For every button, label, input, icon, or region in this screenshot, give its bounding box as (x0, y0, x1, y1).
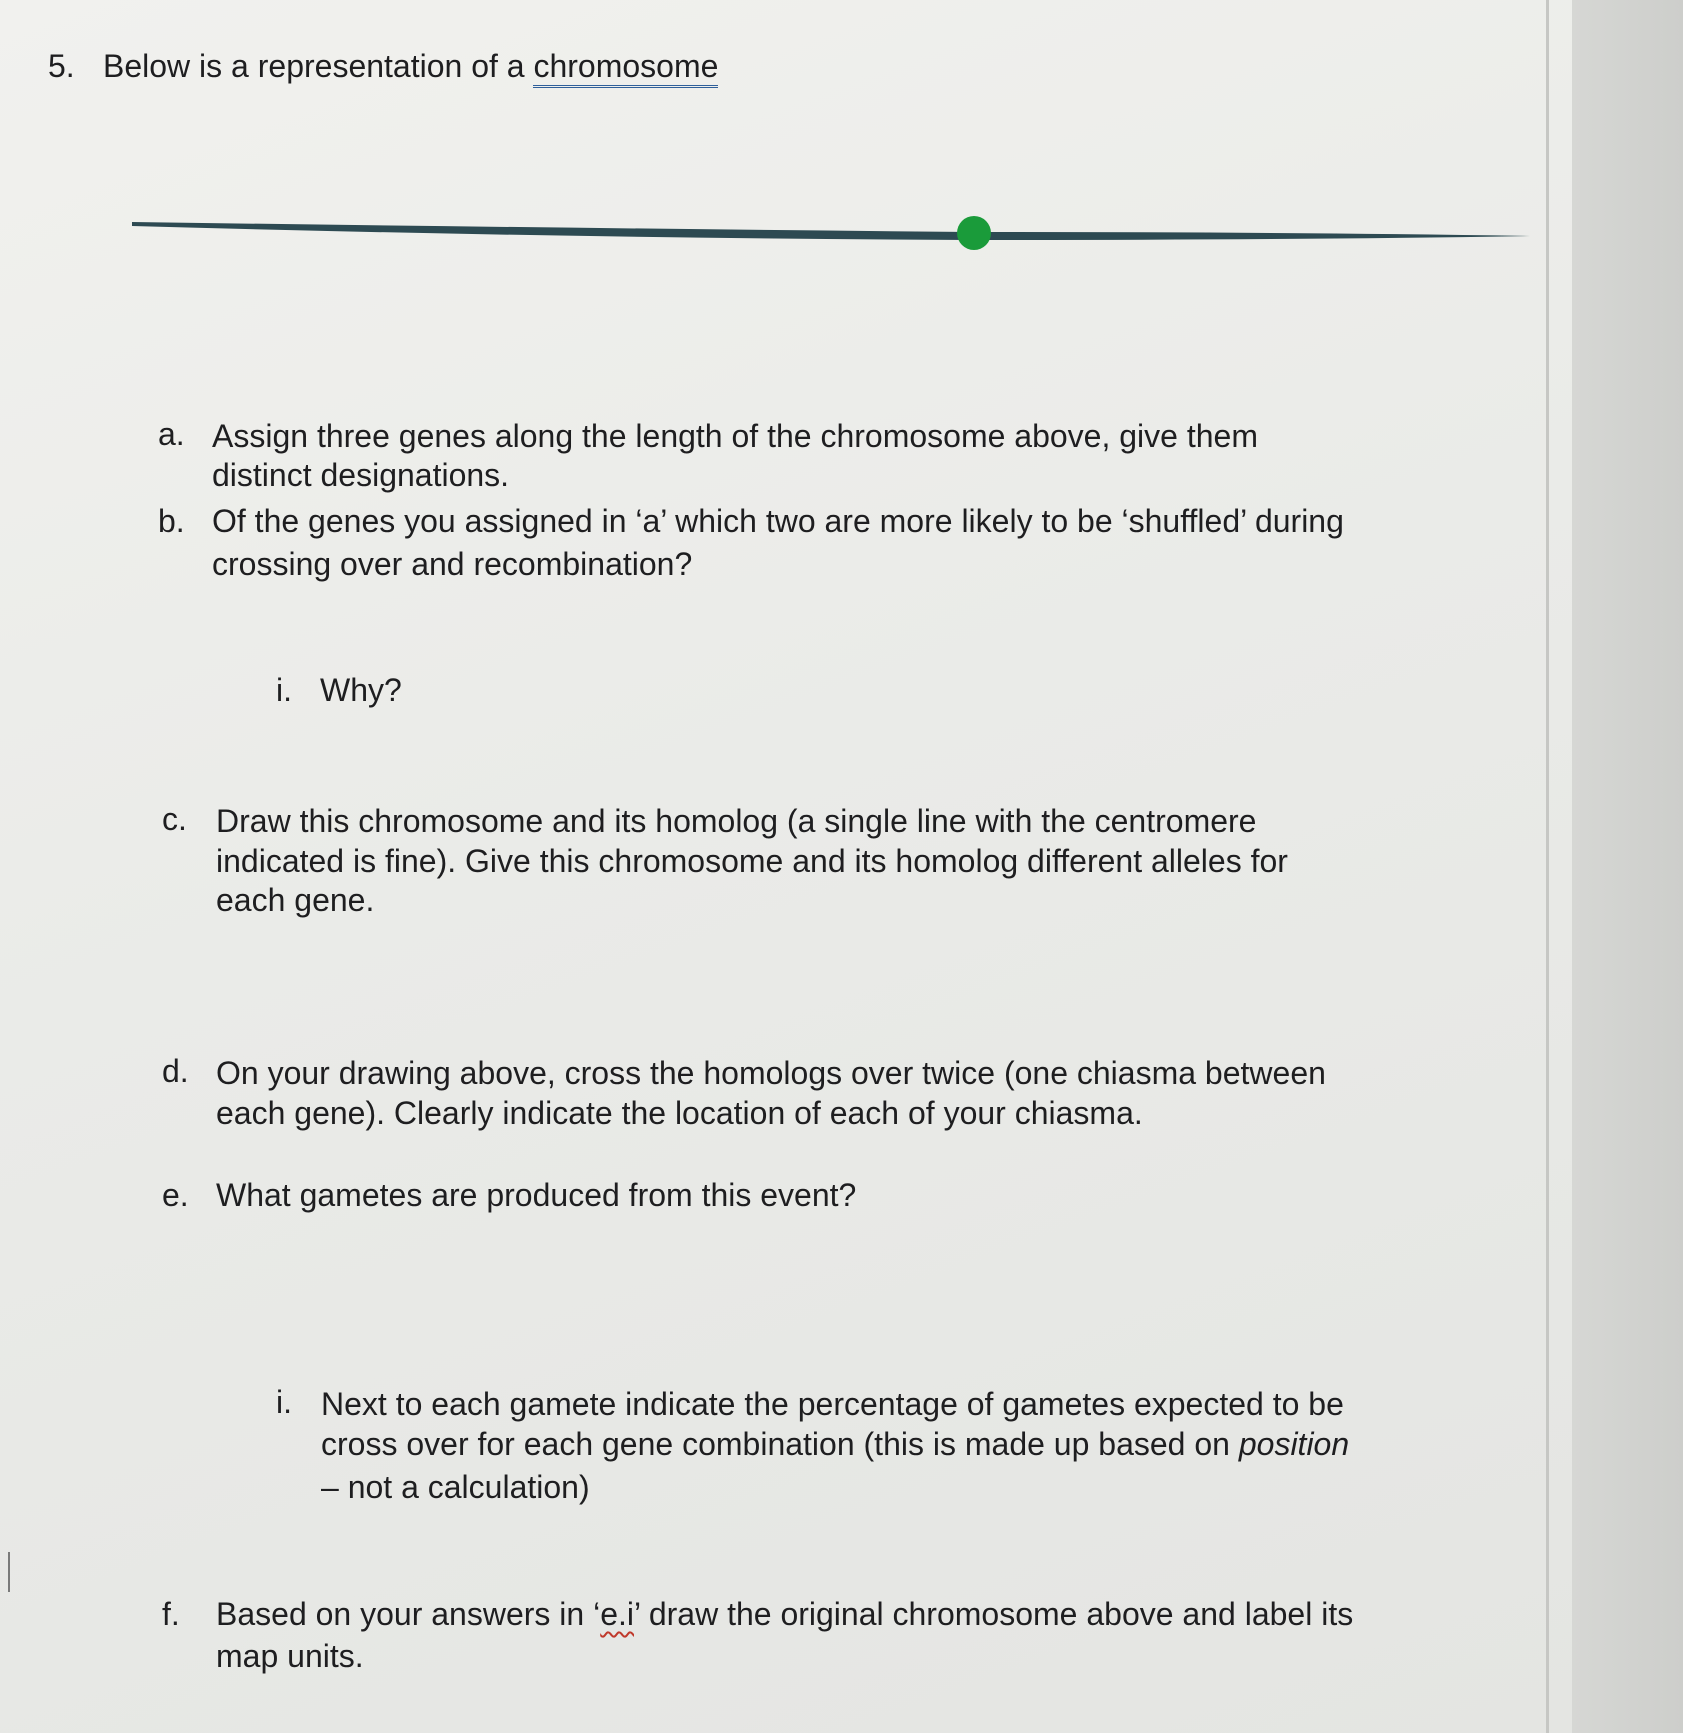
part-e-i-label: i. (276, 1384, 292, 1420)
part-a-line-1: Assign three genes along the length of the chromosome above, give them (212, 418, 1258, 454)
chromosome-diagram (0, 0, 1572, 300)
part-f-line-1-text-a: Based on your answers in ‘ (216, 1596, 601, 1632)
chromosome-line (132, 222, 1530, 240)
question-number: 5. (48, 48, 75, 84)
part-d-line-2: each gene). Clearly indicate the location of each of your chiasma. (216, 1095, 1143, 1131)
part-e-text: What gametes are produced from this event? (216, 1177, 857, 1213)
part-c-line-3: each gene. (216, 882, 375, 918)
part-d-line-1: On your drawing above, cross the homologs over twice (one chiasma between (216, 1055, 1326, 1091)
part-c-line-1: Draw this chromosome and its homolog (a single line with the centromere (216, 803, 1257, 839)
part-b-i-text: Why? (320, 672, 402, 708)
part-e-i-position-word: position (1238, 1426, 1350, 1462)
part-c-label: c. (162, 801, 187, 837)
part-a-line-2: distinct designations. (212, 457, 510, 493)
margin-mark (8, 1552, 10, 1592)
part-e-label: e. (162, 1177, 189, 1213)
part-e-i-line-3: – not a calculation) (321, 1469, 590, 1505)
part-c-line-2: indicated is fine). Give this chromosome and its homolog different alleles for (216, 843, 1288, 879)
part-f-line-2: map units. (216, 1638, 364, 1674)
part-f-line-1-text-b: ’ draw the original chromosome above and label its (634, 1596, 1354, 1632)
part-d-label: d. (162, 1053, 189, 1089)
part-a-label: a. (158, 416, 185, 452)
part-f-line-1 (216, 1594, 1353, 1635)
part-f-reference: e.i (600, 1596, 634, 1632)
question-intro-text: Below is a representation of a (103, 48, 534, 84)
chromosome-link[interactable]: chromosome (533, 48, 718, 88)
part-e-i-line-2 (321, 1424, 1349, 1465)
part-e-i-line-1: Next to each gamete indicate the percentage of gametes expected to be (321, 1386, 1344, 1422)
centromere (957, 216, 991, 250)
part-f-label: f. (162, 1596, 180, 1632)
part-b-line-1: Of the genes you assigned in ‘a’ which two are more likely to be ‘shuffled’ during (212, 503, 1344, 539)
part-b-i-label: i. (276, 672, 292, 708)
part-e-i-line-2-text: cross over for each gene combination (this is made up based on (321, 1426, 1239, 1462)
part-b-label: b. (158, 503, 185, 539)
part-b-line-2: crossing over and recombination? (212, 546, 693, 582)
background-surface (1572, 0, 1683, 1733)
